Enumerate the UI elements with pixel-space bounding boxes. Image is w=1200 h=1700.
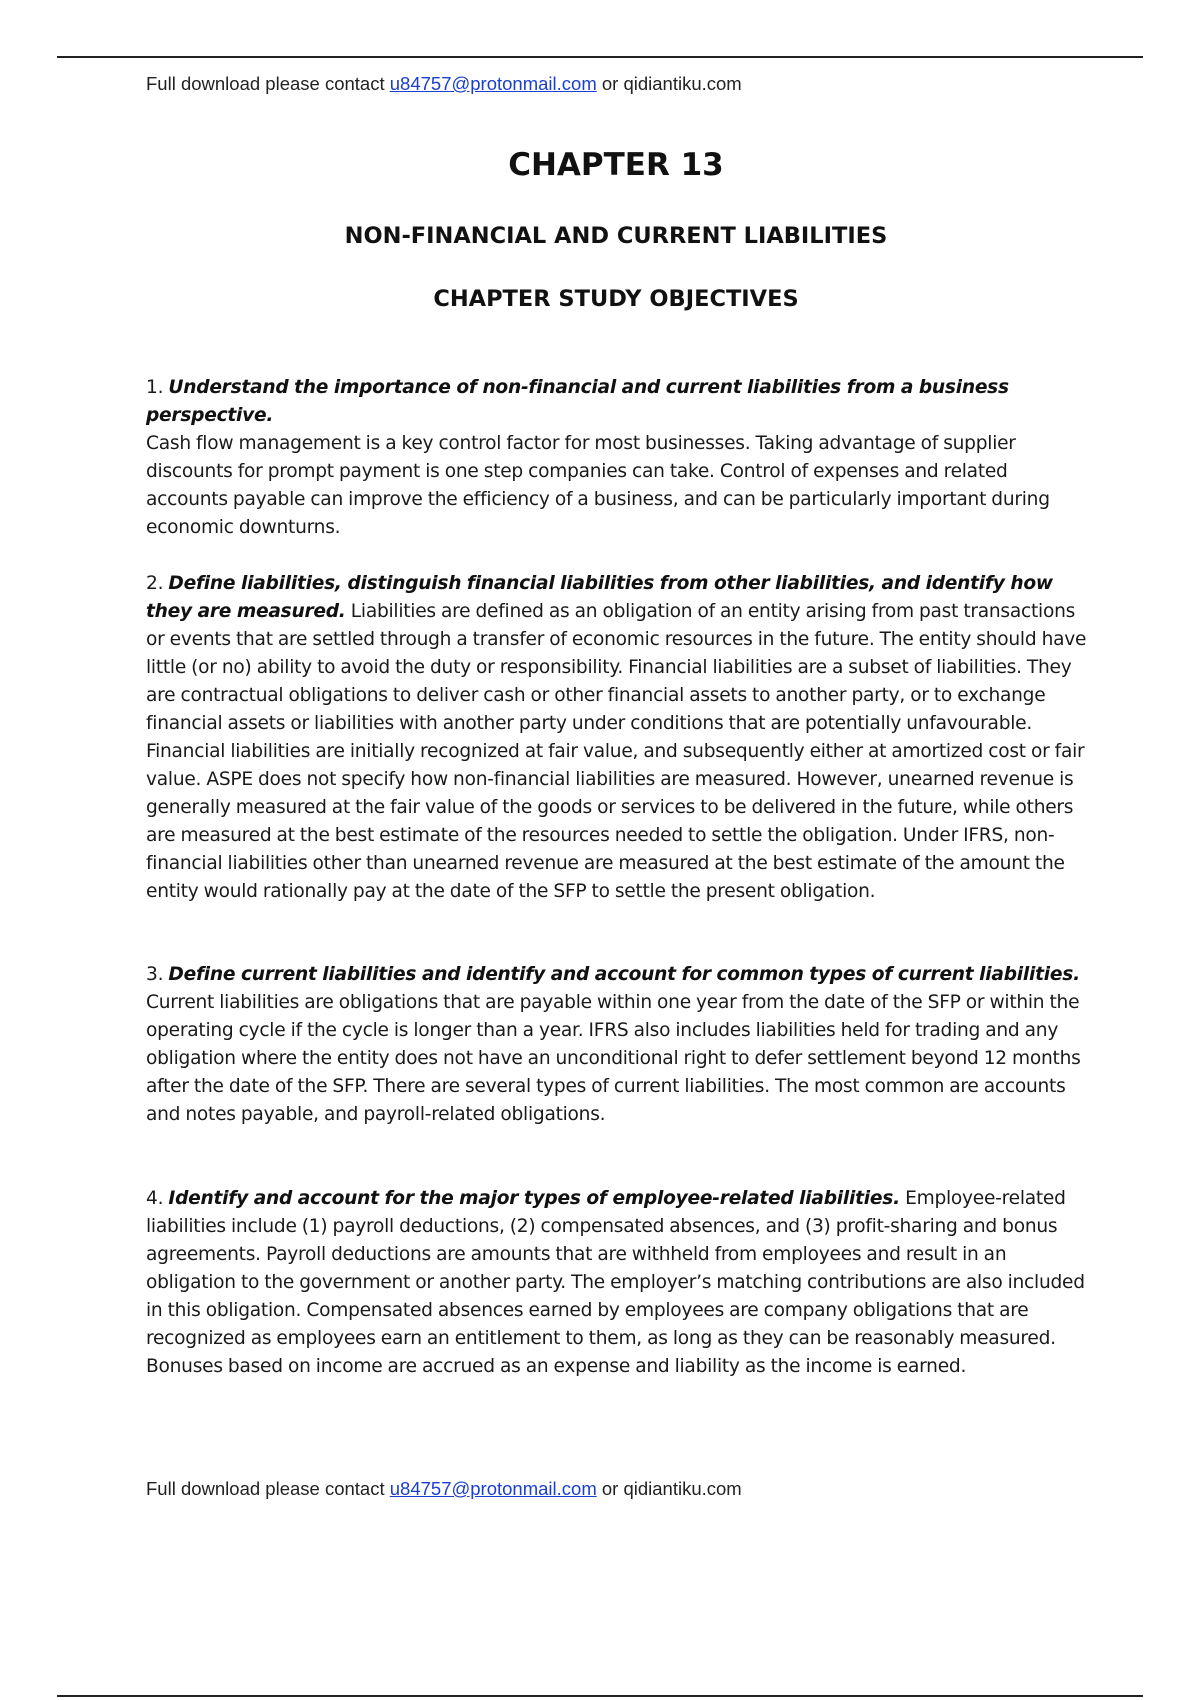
objective-body: Cash flow management is a key control factor for most businesses. Taking advantage of supplier discounts for prompt payment is one step companies can take. Control of expenses and related accounts payable can improve the efficiency of a business, and can be particularly important during economic downturns. (146, 433, 1050, 538)
header-email-link[interactable]: u84757@protonmail.com (389, 73, 597, 94)
objective-number: 3. (146, 964, 164, 985)
objective-2 (146, 570, 1088, 906)
objective-body: Liabilities are defined as an obligation of an entity arising from past transactions or events that are settled through a transfer of economic resources in the future. The entity should have little (or no) ability to avoid the duty or responsibility. Financial liabilities are a subset of liabilities. They are contractual obligations to deliver cash or other financial assets to another party, or to exchange financial assets or liabilities with another party under conditions that are potentially unfavourable. Financial liabilities are initially recognized at fair value, and subsequently either at amortized cost or fair value. ASPE does not specify how non-financial liabilities are measured. However, unearned revenue is generally measured at the fair value of the goods or services to be delivered in the future, while others are measured at the best estimate of the resources needed to settle the obligation. Under IFRS, non-financial liabilities other than unearned revenue are measured at the best estimate of the amount the entity would rationally pay at the date of the SFP to settle the present obligation. (146, 601, 1087, 902)
objective-lead: Understand the importance of non-financial and current liabilities from a business perspective. (146, 377, 1009, 426)
objective-number: 4. (146, 1188, 164, 1209)
header-contact-line (146, 73, 742, 95)
objective-lead: Identify and account for the major types of employee-related liabilities. (168, 1188, 900, 1209)
objective-number: 2. (146, 573, 164, 594)
objective-body: Current liabilities are obligations that are payable within one year from the date of the SFP or within the operating cycle if the cycle is longer than a year. IFRS also includes liabilities held for trading and any obligation where the entity does not have an unconditional right to defer settlement beyond 12 months after the date of the SFP. There are several types of current liabilities. The most common are accounts and notes payable, and payroll-related obligations. (146, 992, 1081, 1125)
objective-number: 1. (146, 377, 164, 398)
objective-4 (146, 1185, 1088, 1381)
header-contact-suffix: or qidiantiku.com (601, 73, 742, 94)
header-contact-prefix: Full download please contact (146, 73, 385, 94)
footer-contact-suffix: or qidiantiku.com (601, 1478, 742, 1499)
objective-3 (146, 961, 1088, 1129)
footer-contact-prefix: Full download please contact (146, 1478, 385, 1499)
bottom-rule (57, 1695, 1143, 1697)
objective-body: Employee-related liabilities include (1) payroll deductions, (2) compensated absences, and (3) profit-sharing and bonus agreements. Payroll deductions are amounts that are withheld from employees and result in an obligation to the government or another party. The employer’s matching contributions are also included in this obligation. Compensated absences earned by employees are company obligations that are recognized as employees earn an entitlement to them, as long as they can be reasonably measured. Bonuses based on income are accrued as an expense and liability as the income is earned. (146, 1188, 1085, 1377)
objective-1 (146, 374, 1088, 542)
objective-lead: Define liabilities, distinguish financial liabilities from other liabilities, and identify how they are measured. (146, 573, 1053, 622)
footer-contact-line (146, 1478, 742, 1500)
footer-email-link[interactable]: u84757@protonmail.com (389, 1478, 597, 1499)
chapter-subtitle: NON-FINANCIAL AND CURRENT LIABILITIES (344, 223, 888, 249)
objective-lead: Define current liabilities and identify and account for common types of current liabilities. (168, 964, 1080, 985)
section-heading: CHAPTER STUDY OBJECTIVES (433, 286, 799, 312)
chapter-title: CHAPTER 13 (508, 147, 724, 183)
top-rule (57, 56, 1143, 58)
